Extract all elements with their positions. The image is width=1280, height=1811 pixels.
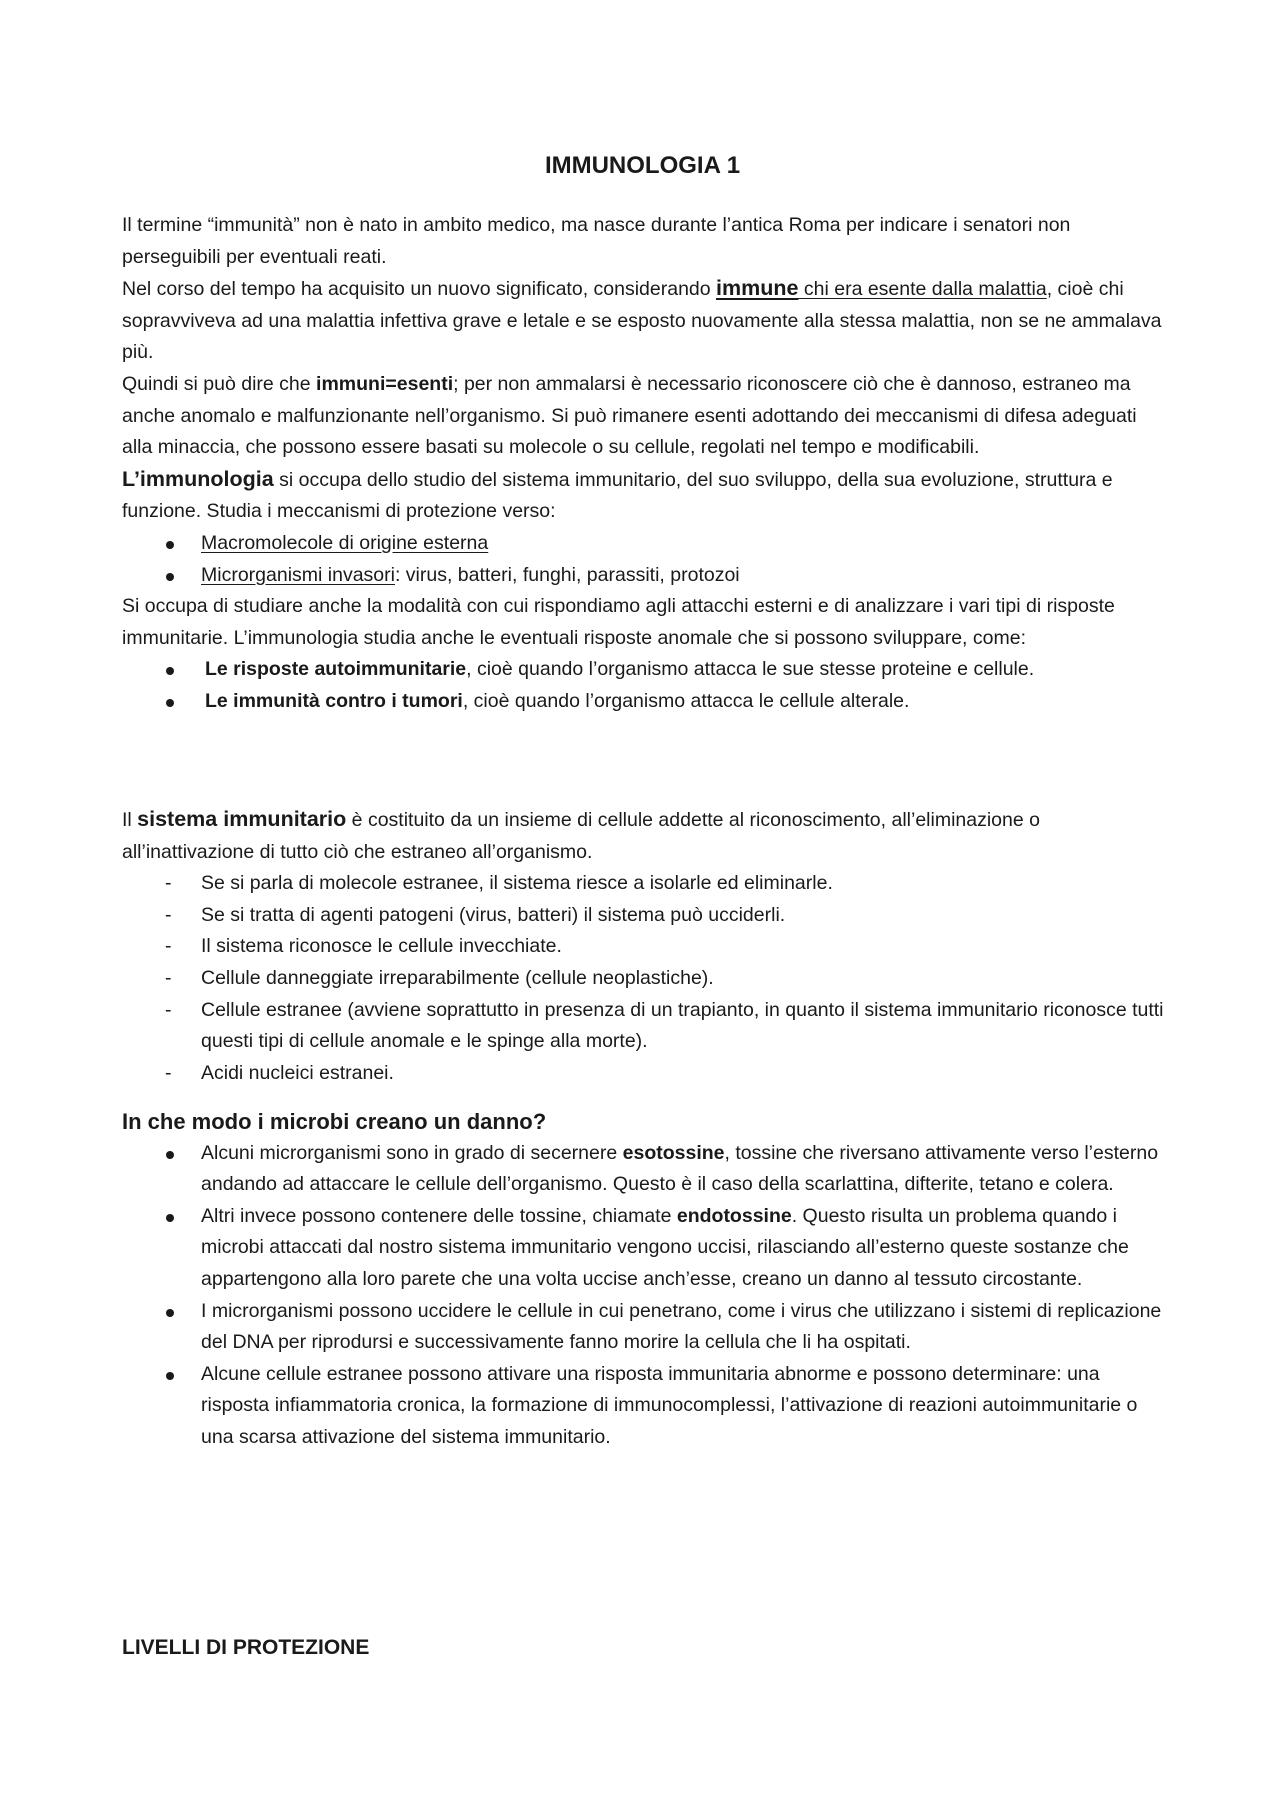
section-heading: In che modo i microbi creano un danno? [122, 1109, 547, 1134]
list-item: - Il sistema riconosce le cellule invecchiate. [122, 931, 1172, 963]
anomalous-responses-list [122, 654, 1172, 717]
term-immuni-esenti: immuni=esenti [316, 372, 454, 395]
protection-list [122, 528, 1172, 591]
term-sistema-immunitario: sistema immunitario [137, 807, 347, 831]
list-item: Macromolecole di origine esterna [122, 528, 1172, 560]
immune-system-section [122, 804, 1172, 1089]
system-paragraph: Il sistema immunitario è costituito da un insieme di cellule addette al riconoscimento, all’eliminazione o all’inattivazione di tutto ciò che estraneo all’organismo. [122, 807, 1040, 863]
list-item: Le risposte autoimmunitarie, cioè quando l’organismo attacca le sue stesse proteine e cellule. [122, 654, 1172, 686]
list-item: - Se si tratta di agenti patogeni (virus, batteri) il sistema può ucciderli. [122, 900, 1172, 932]
list-item: - Cellule danneggiate irreparabilmente (cellule neoplastiche). [122, 963, 1172, 995]
list-item: - Acidi nucleici estranei. [122, 1058, 1172, 1090]
microbes-list [122, 1138, 1172, 1454]
intro-section [122, 210, 1172, 718]
intro-paragraph-1: Il termine “immunità” non è nato in ambito medico, ma nasce durante l’antica Roma per indicare i senatori non perseguibili per eventuali reati. [122, 214, 1071, 268]
intro-paragraph-3: Quindi si può dire che immuni=esenti; per non ammalarsi è necessario riconoscere ciò che è dannoso, estraneo ma anche anomalo e malfunzionante nell’organismo. Si può rimanere esenti adottando dei meccanismi di difesa adeguati alla minaccia, che possono essere basati su molecole o su cellule, regolati nel tempo e modificabili. [122, 372, 1137, 459]
microbes-section [122, 1106, 1172, 1454]
intro-paragraph-5: Si occupa di studiare anche la modalità con cui rispondiamo agli attacchi esterni e di analizzare i vari tipi di risposte immunitarie. L’immunologia studia anche le eventuali risposte anomale che si possono sviluppare, come: [122, 595, 1115, 649]
bottom-section [122, 1632, 1172, 1664]
list-item: - Cellule estranee (avviene soprattutto in presenza di un trapianto, in quanto il sistema immunitario riconosce tutti questi tipi di cellule anomale e le spinge alla morte). [122, 995, 1172, 1058]
intro-paragraph-2: Nel corso del tempo ha acquisito un nuovo significato, considerando immune chi era esente dalla malattia, cioè chi sopravviveva ad una malattia infettiva grave e letale e se esposto nuovamente alla stessa malattia, non se ne ammalava più. [122, 276, 1162, 364]
list-item: Alcune cellule estranee possono attivare una risposta immunitaria abnorme e possono determinare: una risposta infiammatoria cronica, la formazione di immunocomplessi, l’attivazione di reazioni autoimmunitarie o una scarsa attivazione del sistema immunitario. [122, 1359, 1172, 1454]
list-item: Microrganismi invasori: virus, batteri, funghi, parassiti, protozoi [122, 560, 1172, 592]
list-item: - Se si parla di molecole estranee, il sistema riesce a isolarle ed eliminarle. [122, 868, 1172, 900]
list-item: Altri invece possono contenere delle tossine, chiamate endotossine. Questo risulta un problema quando i microbi attaccati dal nostro sistema immunitario vengono uccisi, rilasciando all’esterno queste sostanze che appartengono alla loro parete che una volta uccise anch’esse, creano un danno al tessuto circostante. [122, 1201, 1172, 1296]
section-heading: LIVELLI DI PROTEZIONE [122, 1636, 370, 1659]
list-item: Le immunità contro i tumori, cioè quando l’organismo attacca le cellule alterale. [122, 686, 1172, 718]
intro-paragraph-4: L’immunologia si occupa dello studio del sistema immunitario, del suo sviluppo, della sua evoluzione, struttura e funzione. Studia i meccanismi di protezione verso: [122, 466, 1113, 523]
page-title: IMMUNOLOGIA 1 [544, 152, 741, 179]
system-functions-list [122, 868, 1172, 1089]
list-item: Alcuni microrganismi sono in grado di secernere esotossine, tossine che riversano attivamente verso l’esterno andando ad attaccare le cellule dell’organismo. Questo è il caso della scarlattina, difterite, tetano e colera. [122, 1138, 1172, 1201]
term-immune: immune [716, 276, 799, 301]
list-item: I microrganismi possono uccidere le cellule in cui penetrano, come i virus che utilizzano i sistemi di replicazione del DNA per riprodursi e successivamente fanno morire la cellula che li ha ospitati. [122, 1296, 1172, 1359]
term-immunologia: L’immunologia [122, 466, 274, 491]
underlined-phrase: chi era esente dalla malattia [798, 278, 1047, 301]
